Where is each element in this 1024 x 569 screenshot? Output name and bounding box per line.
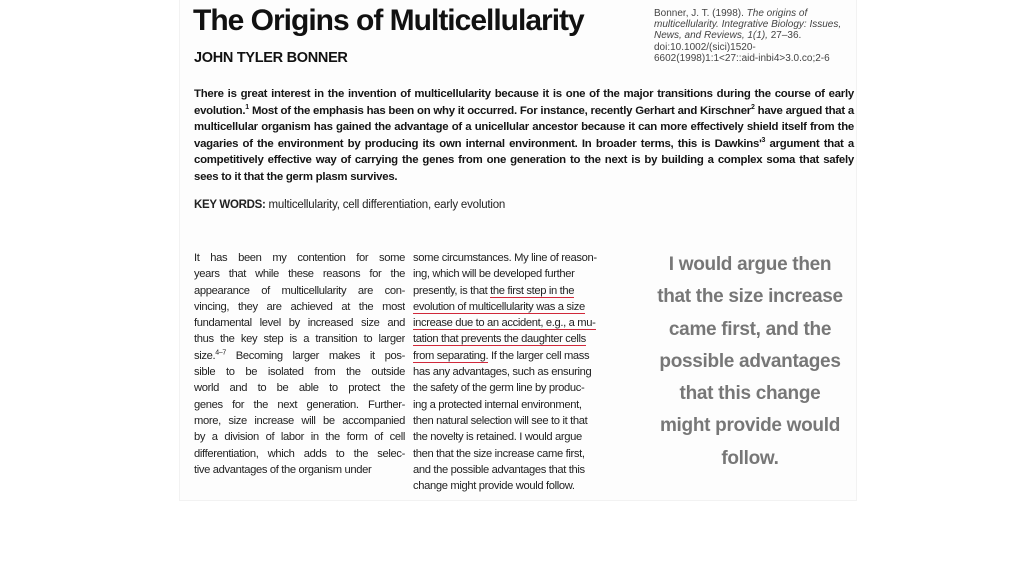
pull-quote-line: I would argue then: [668, 254, 832, 275]
column-line: sible to be isolated from the outside: [194, 366, 405, 379]
highlighted-text: tation that prevents the daughter cells: [413, 333, 586, 346]
abstract-sentence-3: have argued that a multicellular organism has gained the advantage of a unicellular ancestor because it can more effectively shield itself from the vagaries of the environment by producing its own internal environment. In broader terms, this is Dawkins': [194, 104, 854, 150]
column-line: [413, 348, 623, 364]
pull-quote-line: possible advantages: [659, 350, 841, 372]
column-line: [413, 331, 623, 347]
column-line: thus the key step is a transition to larger: [194, 333, 405, 346]
body-column-2: [413, 250, 623, 494]
column-line: the novelty is retained. I would argue: [413, 431, 582, 444]
column-line: the safety of the germ line by produc-: [413, 382, 585, 395]
column-line: then that the size increase came first,: [413, 447, 585, 460]
pull-quote-line: follow.: [721, 447, 779, 469]
column-line: differentiation, which adds to the selec-: [194, 447, 405, 460]
abstract-sentence-2: Most of the emphasis has been on why it occurred. For instance, recently Gerhart and Kirschner: [251, 104, 751, 117]
column-line: It has been my contention for some: [194, 252, 405, 264]
abstract-footnote-3: 3: [761, 136, 766, 144]
column-line-text: Becoming larger makes it pos-: [235, 349, 405, 362]
column-line: and the possible advantages that this: [413, 463, 585, 476]
author-name: JOHN TYLER BONNER: [194, 50, 348, 66]
column-line: some circumstances. My line of reason-: [413, 252, 597, 264]
abstract-sentence-4: argument that a competitively effective way of carrying the genes from one generation to the next is by building a complex soma that safely sees to it that the germ plasm survives.: [194, 137, 854, 183]
body-column-1: [194, 250, 405, 478]
pull-quote: [640, 249, 860, 475]
abstract-footnote-2: 2: [751, 103, 755, 111]
column-line: by a division of labor in the form of cell: [194, 431, 405, 444]
citation-journal: Integrative Biology: Issues, News, and Reviews, 1(1),: [654, 19, 842, 42]
pull-quote-line: came first, and the: [668, 318, 832, 340]
citation-prefix: Bonner, J. T. (1998).: [654, 8, 744, 19]
column-line-text: presently, is that: [413, 284, 488, 297]
footnote-ref: 4–7: [215, 349, 226, 357]
column-line: then natural selection will see to it that: [413, 414, 588, 427]
pull-quote-line: that the size increase: [657, 286, 843, 308]
column-line: [194, 348, 405, 364]
citation-doi: 27–36. doi:10.1002/(sici)1520-6602(1998)1:1<27::aid-inbi4>3.0.co;2-6: [654, 30, 830, 64]
column-line: tive advantages of the organism under: [194, 463, 372, 476]
abstract-sentence-1: There is great interest in the invention of multicellularity because it is one of the major transitions during the course of early evolution.: [194, 88, 854, 117]
column-line: appearance of multicellularity are con-: [194, 284, 405, 297]
column-line: ing a protected internal environment,: [413, 398, 582, 411]
column-line: [413, 299, 623, 315]
highlighted-text: evolution of multicellularity was a size: [413, 300, 585, 313]
abstract-footnote-1: 1: [245, 103, 249, 111]
paper-title: The Origins of Multicellularity: [193, 4, 584, 37]
column-line: years that while these reasons for the: [194, 268, 405, 281]
column-line: vincing, they are achieved at the most: [194, 300, 405, 313]
column-line: ing, which will be developed further: [413, 268, 575, 281]
pull-quote-line: might provide would: [659, 415, 841, 437]
column-line: fundamental level by increased size and: [194, 317, 405, 330]
keywords-text: multicellularity, cell differentiation, early evolution: [268, 199, 506, 211]
citation-title: The origins of multicellularity.: [654, 8, 808, 31]
column-line: more, size increase will be accompanied: [194, 414, 405, 427]
pull-quote-line: that this change: [679, 383, 821, 405]
citation: [654, 8, 852, 64]
abstract: [194, 86, 854, 186]
column-line: [413, 315, 623, 331]
column-line: genes for the next generation. Further-: [194, 398, 405, 411]
column-line-text: size.: [194, 349, 216, 362]
column-line: change might provide would follow.: [413, 480, 575, 493]
highlighted-text: increase due to an accident, e.g., a mu-: [413, 317, 596, 330]
column-line: [413, 283, 623, 299]
column-line-text: If the larger cell mass: [491, 349, 590, 362]
highlighted-text: from separating.: [413, 349, 489, 362]
highlighted-text: the first step in the: [490, 284, 575, 297]
keywords-label: KEY WORDS:: [194, 199, 266, 211]
keywords: [194, 199, 505, 211]
column-line: has any advantages, such as ensuring: [413, 366, 592, 379]
column-line: world and to be able to protect the: [194, 382, 405, 395]
